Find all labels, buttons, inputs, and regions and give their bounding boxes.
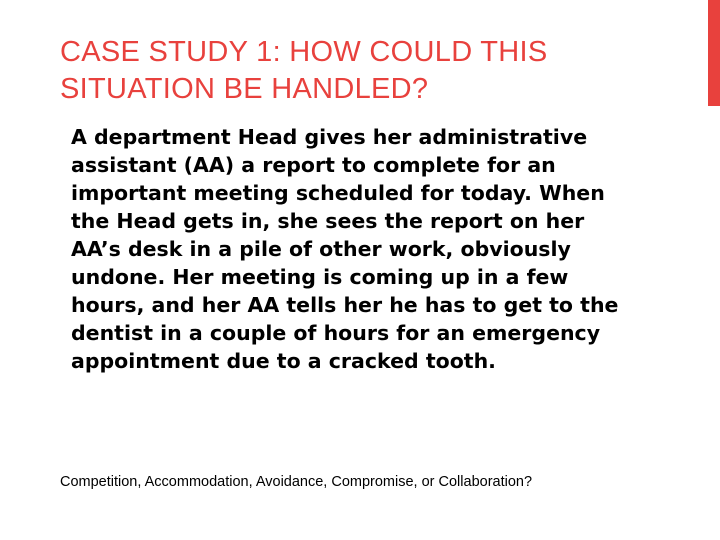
case-study-text: A department Head gives her administrative assistant (AA) a report to complete for an important meeting scheduled for today. When the Head gets in, she sees the report on her AA’s desk in a pile of other work, obviously undone. Her meeting is coming up in a few hours, and her AA tells her he has to get to the dentist in a couple of hours for an emergency appointment due to a cracked tooth. bbox=[71, 125, 619, 373]
slide-title: CASE STUDY 1: HOW COULD THIS SITUATION BE HANDLED? bbox=[60, 36, 548, 105]
accent-bar bbox=[708, 0, 720, 106]
conflict-styles-question: Competition, Accommodation, Avoidance, Compromise, or Collaboration? bbox=[60, 474, 533, 490]
